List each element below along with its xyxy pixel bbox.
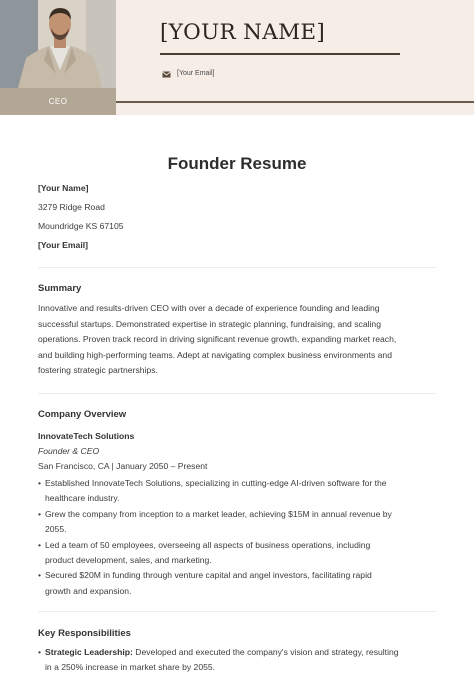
person-illustration xyxy=(0,0,116,88)
bullet-line: • Led a team of 50 employees, overseeing all aspects of business operations, including xyxy=(45,539,371,550)
bullet-line: • Grew the company from inception to a market leader, achieving $15M in annual revenue by xyxy=(45,508,392,519)
list-item xyxy=(38,507,428,537)
section-divider xyxy=(38,267,436,268)
resume-header xyxy=(0,0,474,115)
bullet-line: 2055. xyxy=(45,524,67,534)
contact-street: 3279 Ridge Road xyxy=(38,202,105,212)
summary-line: and building high-performing teams. Adept at navigating complex business environments and xyxy=(38,349,392,360)
responsibility-lead: Strategic Leadership: xyxy=(45,647,133,657)
contact-email[interactable]: [Your Email] xyxy=(38,240,88,250)
header-bottom-rule xyxy=(116,101,474,103)
section-divider xyxy=(38,611,436,612)
contact-city: Moundridge KS 67105 xyxy=(38,221,124,231)
summary-line: fostering strategic partnerships. xyxy=(38,365,158,376)
company-heading: Company Overview xyxy=(38,409,127,420)
photo-caption-band xyxy=(0,88,116,115)
name-underline xyxy=(160,53,400,55)
company-bullets xyxy=(38,476,428,599)
section-divider xyxy=(38,393,436,394)
header-name: [YOUR NAME] xyxy=(160,20,326,45)
summary-line: operations. Proven track record in driving significant revenue growth, expanding market reach, xyxy=(38,334,397,345)
header-email[interactable]: [Your Email] xyxy=(177,70,215,77)
bullet-line: in a 250% increase in market share by 2055. xyxy=(45,662,216,673)
bullet-line xyxy=(45,645,428,660)
photo-caption: CEO xyxy=(48,97,68,106)
list-item xyxy=(38,568,428,598)
summary-line: successful startups. Demonstrated expertise in strategic planning, fundraising, and scaling xyxy=(38,318,381,329)
bullet-line: growth and expansion. xyxy=(45,585,132,596)
list-item xyxy=(38,538,428,568)
responsibility-text: Developed and executed the company's vision and strategy, resulting xyxy=(132,647,399,657)
company-name: InnovateTech Solutions xyxy=(38,431,135,441)
company-role: Founder & CEO xyxy=(38,446,100,456)
responsibilities-heading: Key Responsibilities xyxy=(38,628,131,639)
bullet-line: product development, sales, and marketing. xyxy=(45,554,212,565)
contact-name: [Your Name] xyxy=(38,183,89,193)
responsibilities-bullets xyxy=(38,645,428,676)
summary-line: Innovative and results-driven CEO with over a decade of experience founding and leading xyxy=(38,303,380,313)
bullet-line: • Secured $20M in funding through venture capital and angel investors, facilitating rapid xyxy=(45,570,372,581)
summary-heading: Summary xyxy=(38,283,82,294)
bullet-line: healthcare industry. xyxy=(45,493,120,504)
company-location-dates: San Francisco, CA | January 2050 – Present xyxy=(38,461,208,471)
list-item xyxy=(38,476,428,506)
summary-text xyxy=(38,301,428,379)
bullet-line: • Established InnovateTech Solutions, specializing in cutting-edge AI-driven software for the xyxy=(45,478,387,488)
page-title: Founder Resume xyxy=(167,154,307,173)
mail-icon xyxy=(162,71,171,78)
profile-photo xyxy=(0,0,116,115)
